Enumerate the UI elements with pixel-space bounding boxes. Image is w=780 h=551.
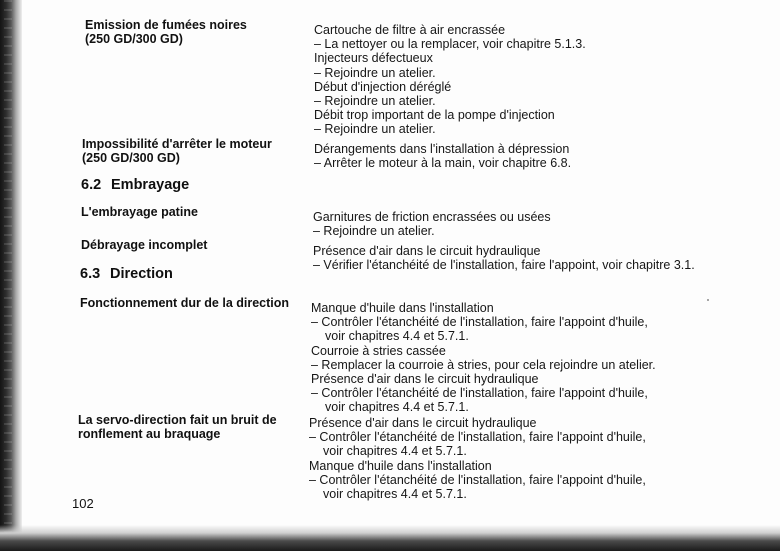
- cause-line: Manque d'huile dans l'installation: [311, 301, 494, 315]
- section-title-direction: [80, 266, 173, 282]
- cause-line: Présence d'air dans le circuit hydraulique: [311, 372, 539, 387]
- reference-line: voir chapitres 4.4 et 5.7.1.: [323, 444, 467, 459]
- remedy-block-clutch-slips: [313, 210, 551, 238]
- section-title-embrayage: [81, 177, 189, 193]
- problem-heading-engine-wont-stop: Impossibilité d'arrêter le moteur (250 GD/300 GD): [82, 137, 272, 165]
- section-label: Embrayage: [111, 177, 190, 193]
- section-number: 6.2: [81, 177, 102, 193]
- remedy-line: – Vérifier l'étanchéité de l'installation, faire l'appoint, voir chapitre 3.1.: [313, 258, 695, 273]
- reference-line: voir chapitres 4.4 et 5.7.1.: [325, 400, 469, 415]
- cause-line: Garnitures de friction encrassées ou usées: [313, 210, 551, 224]
- problem-heading-incomplete-disengagement: Débrayage incomplet: [81, 238, 208, 252]
- remedy-line: – Rejoindre un atelier.: [314, 94, 436, 109]
- section-label: Direction: [110, 266, 173, 282]
- remedy-block-stiff-steering: [311, 301, 656, 415]
- cause-line: Injecteurs défectueux: [314, 51, 433, 66]
- cause-line: Cartouche de filtre à air encrassée: [314, 23, 506, 37]
- problem-heading-stiff-steering: Fonctionnement dur de la direction: [80, 296, 290, 310]
- remedy-line: – Rejoindre un atelier.: [314, 65, 436, 80]
- remedy-line: – Remplacer la courroie à stries, pour cela rejoindre un atelier.: [311, 357, 656, 372]
- problem-heading-clutch-slips: L'embrayage patine: [81, 205, 198, 219]
- remedy-block-black-smoke: [314, 23, 586, 137]
- cause-line: Présence d'air dans le circuit hydraulique: [313, 244, 541, 258]
- reference-line: voir chapitres 4.4 et 5.7.1.: [323, 487, 467, 502]
- remedy-line: – Rejoindre un atelier.: [314, 122, 436, 137]
- cause-line: Courroie à stries cassée: [311, 343, 446, 358]
- remedy-line: – Contrôler l'étanchéité de l'installation, faire l'appoint d'huile,: [309, 472, 646, 487]
- page-bottom-shadow: [0, 525, 780, 551]
- remedy-block-incomplete-disengagement: [313, 244, 695, 272]
- cause-line: Présence d'air dans le circuit hydraulique: [309, 416, 537, 430]
- section-number: 6.3: [80, 266, 101, 282]
- binding-texture: [4, 0, 12, 551]
- reference-line: voir chapitres 4.4 et 5.7.1.: [325, 329, 469, 344]
- remedy-line: – La nettoyer ou la remplacer, voir chapitre 5.1.3.: [314, 37, 586, 52]
- remedy-line: – Contrôler l'étanchéité de l'installation, faire l'appoint d'huile,: [311, 386, 648, 401]
- remedy-line: – Contrôler l'étanchéité de l'installation, faire l'appoint d'huile,: [311, 315, 648, 330]
- remedy-block-engine-wont-stop: [314, 142, 571, 170]
- cause-line: Début d'injection déréglé: [314, 79, 452, 94]
- remedy-line: – Rejoindre un atelier.: [313, 224, 435, 239]
- remedy-line: – Arrêter le moteur à la main, voir chapitre 6.8.: [314, 156, 572, 171]
- remedy-block-power-steering-noise: [309, 416, 646, 501]
- remedy-line: – Contrôler l'étanchéité de l'installation, faire l'appoint d'huile,: [309, 430, 646, 445]
- scan-speck: [707, 299, 709, 301]
- problem-heading-black-smoke: Emission de fumées noires (250 GD/300 GD): [85, 18, 247, 46]
- cause-line: Manque d'huile dans l'installation: [309, 458, 492, 473]
- cause-line: Débit trop important de la pompe d'injection: [314, 108, 555, 123]
- problem-heading-power-steering-noise: La servo-direction fait un bruit de ronflement au braquage: [78, 413, 277, 441]
- page-number: 102: [72, 496, 94, 511]
- cause-line: Dérangements dans l'installation à dépression: [314, 142, 570, 156]
